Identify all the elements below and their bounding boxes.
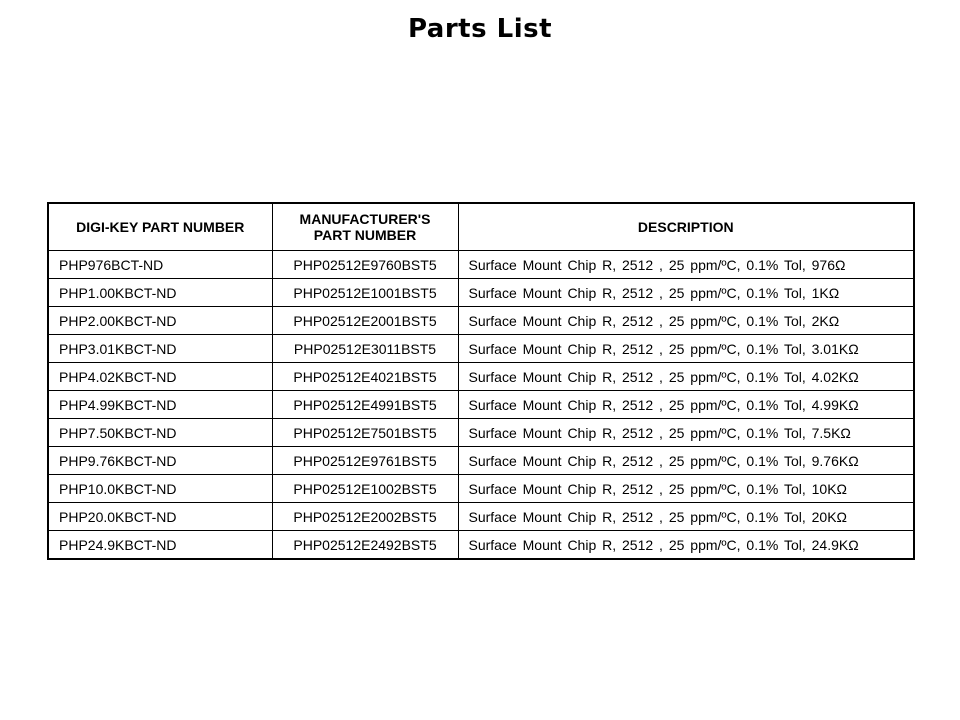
table-row xyxy=(48,475,914,503)
cell-digikey: PHP3.01KBCT-ND xyxy=(48,335,272,363)
cell-digikey: PHP9.76KBCT-ND xyxy=(48,447,272,475)
cell-manufacturer: PHP02512E2002BST5 xyxy=(272,503,458,531)
table-row xyxy=(48,391,914,419)
header-manufacturer-part-number xyxy=(272,203,458,251)
table-row xyxy=(48,447,914,475)
cell-description: Surface Mount Chip R, 2512 , 25 ppm/ºC, 0.1% Tol, 3.01KΩ xyxy=(458,335,914,363)
table-row xyxy=(48,531,914,560)
header-manufacturer-line1: MANUFACTURER'S xyxy=(299,211,431,227)
cell-digikey: PHP20.0KBCT-ND xyxy=(48,503,272,531)
cell-description: Surface Mount Chip R, 2512 , 25 ppm/ºC, 0.1% Tol, 4.99KΩ xyxy=(458,391,914,419)
cell-description: Surface Mount Chip R, 2512 , 25 ppm/ºC, 0.1% Tol, 4.02KΩ xyxy=(458,363,914,391)
cell-digikey: PHP4.99KBCT-ND xyxy=(48,391,272,419)
cell-digikey: PHP7.50KBCT-ND xyxy=(48,419,272,447)
cell-description: Surface Mount Chip R, 2512 , 25 ppm/ºC, 0.1% Tol, 976Ω xyxy=(458,251,914,279)
header-digikey-part-number: DIGI-KEY PART NUMBER xyxy=(48,203,272,251)
cell-manufacturer: PHP02512E4021BST5 xyxy=(272,363,458,391)
cell-description: Surface Mount Chip R, 2512 , 25 ppm/ºC, 0.1% Tol, 7.5KΩ xyxy=(458,419,914,447)
cell-manufacturer: PHP02512E1001BST5 xyxy=(272,279,458,307)
cell-digikey: PHP1.00KBCT-ND xyxy=(48,279,272,307)
table-header-row xyxy=(48,203,914,251)
cell-manufacturer: PHP02512E2492BST5 xyxy=(272,531,458,560)
table-row xyxy=(48,503,914,531)
cell-manufacturer: PHP02512E9761BST5 xyxy=(272,447,458,475)
page-title: Parts List xyxy=(407,14,553,44)
table-row xyxy=(48,419,914,447)
table-row xyxy=(48,335,914,363)
header-manufacturer-line2: PART NUMBER xyxy=(313,227,417,243)
cell-digikey: PHP976BCT-ND xyxy=(48,251,272,279)
cell-digikey: PHP10.0KBCT-ND xyxy=(48,475,272,503)
table-row xyxy=(48,279,914,307)
table-row xyxy=(48,363,914,391)
cell-manufacturer: PHP02512E7501BST5 xyxy=(272,419,458,447)
header-description: DESCRIPTION xyxy=(458,203,914,251)
cell-description: Surface Mount Chip R, 2512 , 25 ppm/ºC, 0.1% Tol, 10KΩ xyxy=(458,475,914,503)
cell-manufacturer: PHP02512E9760BST5 xyxy=(272,251,458,279)
table-row xyxy=(48,251,914,279)
cell-manufacturer: PHP02512E2001BST5 xyxy=(272,307,458,335)
cell-description: Surface Mount Chip R, 2512 , 25 ppm/ºC, 0.1% Tol, 24.9KΩ xyxy=(458,531,914,560)
cell-description: Surface Mount Chip R, 2512 , 25 ppm/ºC, 0.1% Tol, 9.76KΩ xyxy=(458,447,914,475)
cell-manufacturer: PHP02512E3011BST5 xyxy=(272,335,458,363)
cell-digikey: PHP2.00KBCT-ND xyxy=(48,307,272,335)
cell-digikey: PHP4.02KBCT-ND xyxy=(48,363,272,391)
parts-table-container xyxy=(47,202,913,560)
cell-description: Surface Mount Chip R, 2512 , 25 ppm/ºC, 0.1% Tol, 2KΩ xyxy=(458,307,914,335)
cell-digikey: PHP24.9KBCT-ND xyxy=(48,531,272,560)
cell-manufacturer: PHP02512E4991BST5 xyxy=(272,391,458,419)
cell-description: Surface Mount Chip R, 2512 , 25 ppm/ºC, 0.1% Tol, 20KΩ xyxy=(458,503,914,531)
table-row xyxy=(48,307,914,335)
parts-table xyxy=(47,202,915,560)
cell-description: Surface Mount Chip R, 2512 , 25 ppm/ºC, 0.1% Tol, 1KΩ xyxy=(458,279,914,307)
table-body xyxy=(48,251,914,560)
cell-manufacturer: PHP02512E1002BST5 xyxy=(272,475,458,503)
